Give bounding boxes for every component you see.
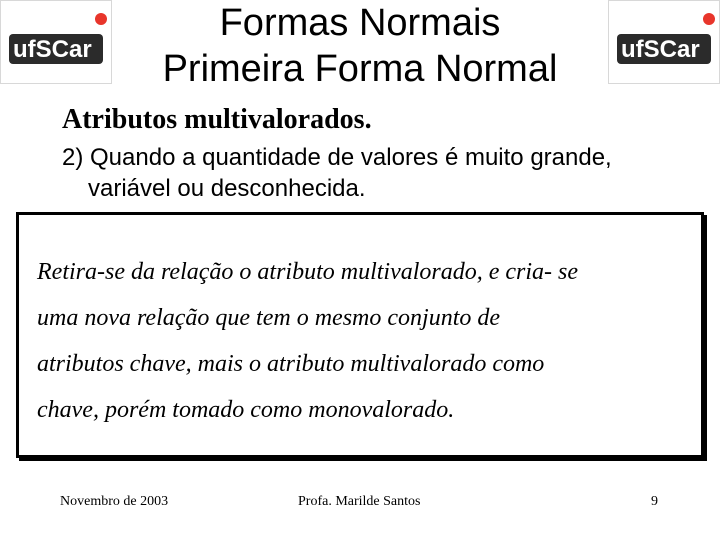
definition-box [16, 212, 704, 458]
svg-text:ufSCar: ufSCar [621, 36, 700, 63]
section-heading: Atributos multivalorados. [62, 104, 372, 135]
box-line-2: uma nova relação que tem o mesmo conjunto de [37, 305, 501, 331]
slide-title [112, 0, 608, 92]
box-line-3: atributos chave, mais o atributo multivalorado como [37, 351, 545, 377]
footer-date: Novembro de 2003 [60, 494, 169, 509]
title-line-2: Primeira Forma Normal [162, 48, 558, 90]
box-line-4: chave, porém tomado como monovalorado. [37, 397, 455, 423]
page-number: 9 [651, 494, 658, 509]
title-line-1: Formas Normais [219, 2, 501, 44]
bullet-line-2: variável ou desconhecida. [88, 175, 366, 202]
ufscar-logo-left [0, 0, 112, 84]
bullet-item [62, 142, 682, 204]
box-line-1: Retira-se da relação o atributo multivalorado, e cria- se [37, 259, 579, 285]
ufscar-logo-right [608, 0, 720, 84]
bullet-line-1: 2) Quando a quantidade de valores é muito grande, [62, 144, 612, 171]
svg-text:ufSCar: ufSCar [13, 36, 92, 63]
footer-author: Profa. Marilde Santos [298, 494, 421, 509]
